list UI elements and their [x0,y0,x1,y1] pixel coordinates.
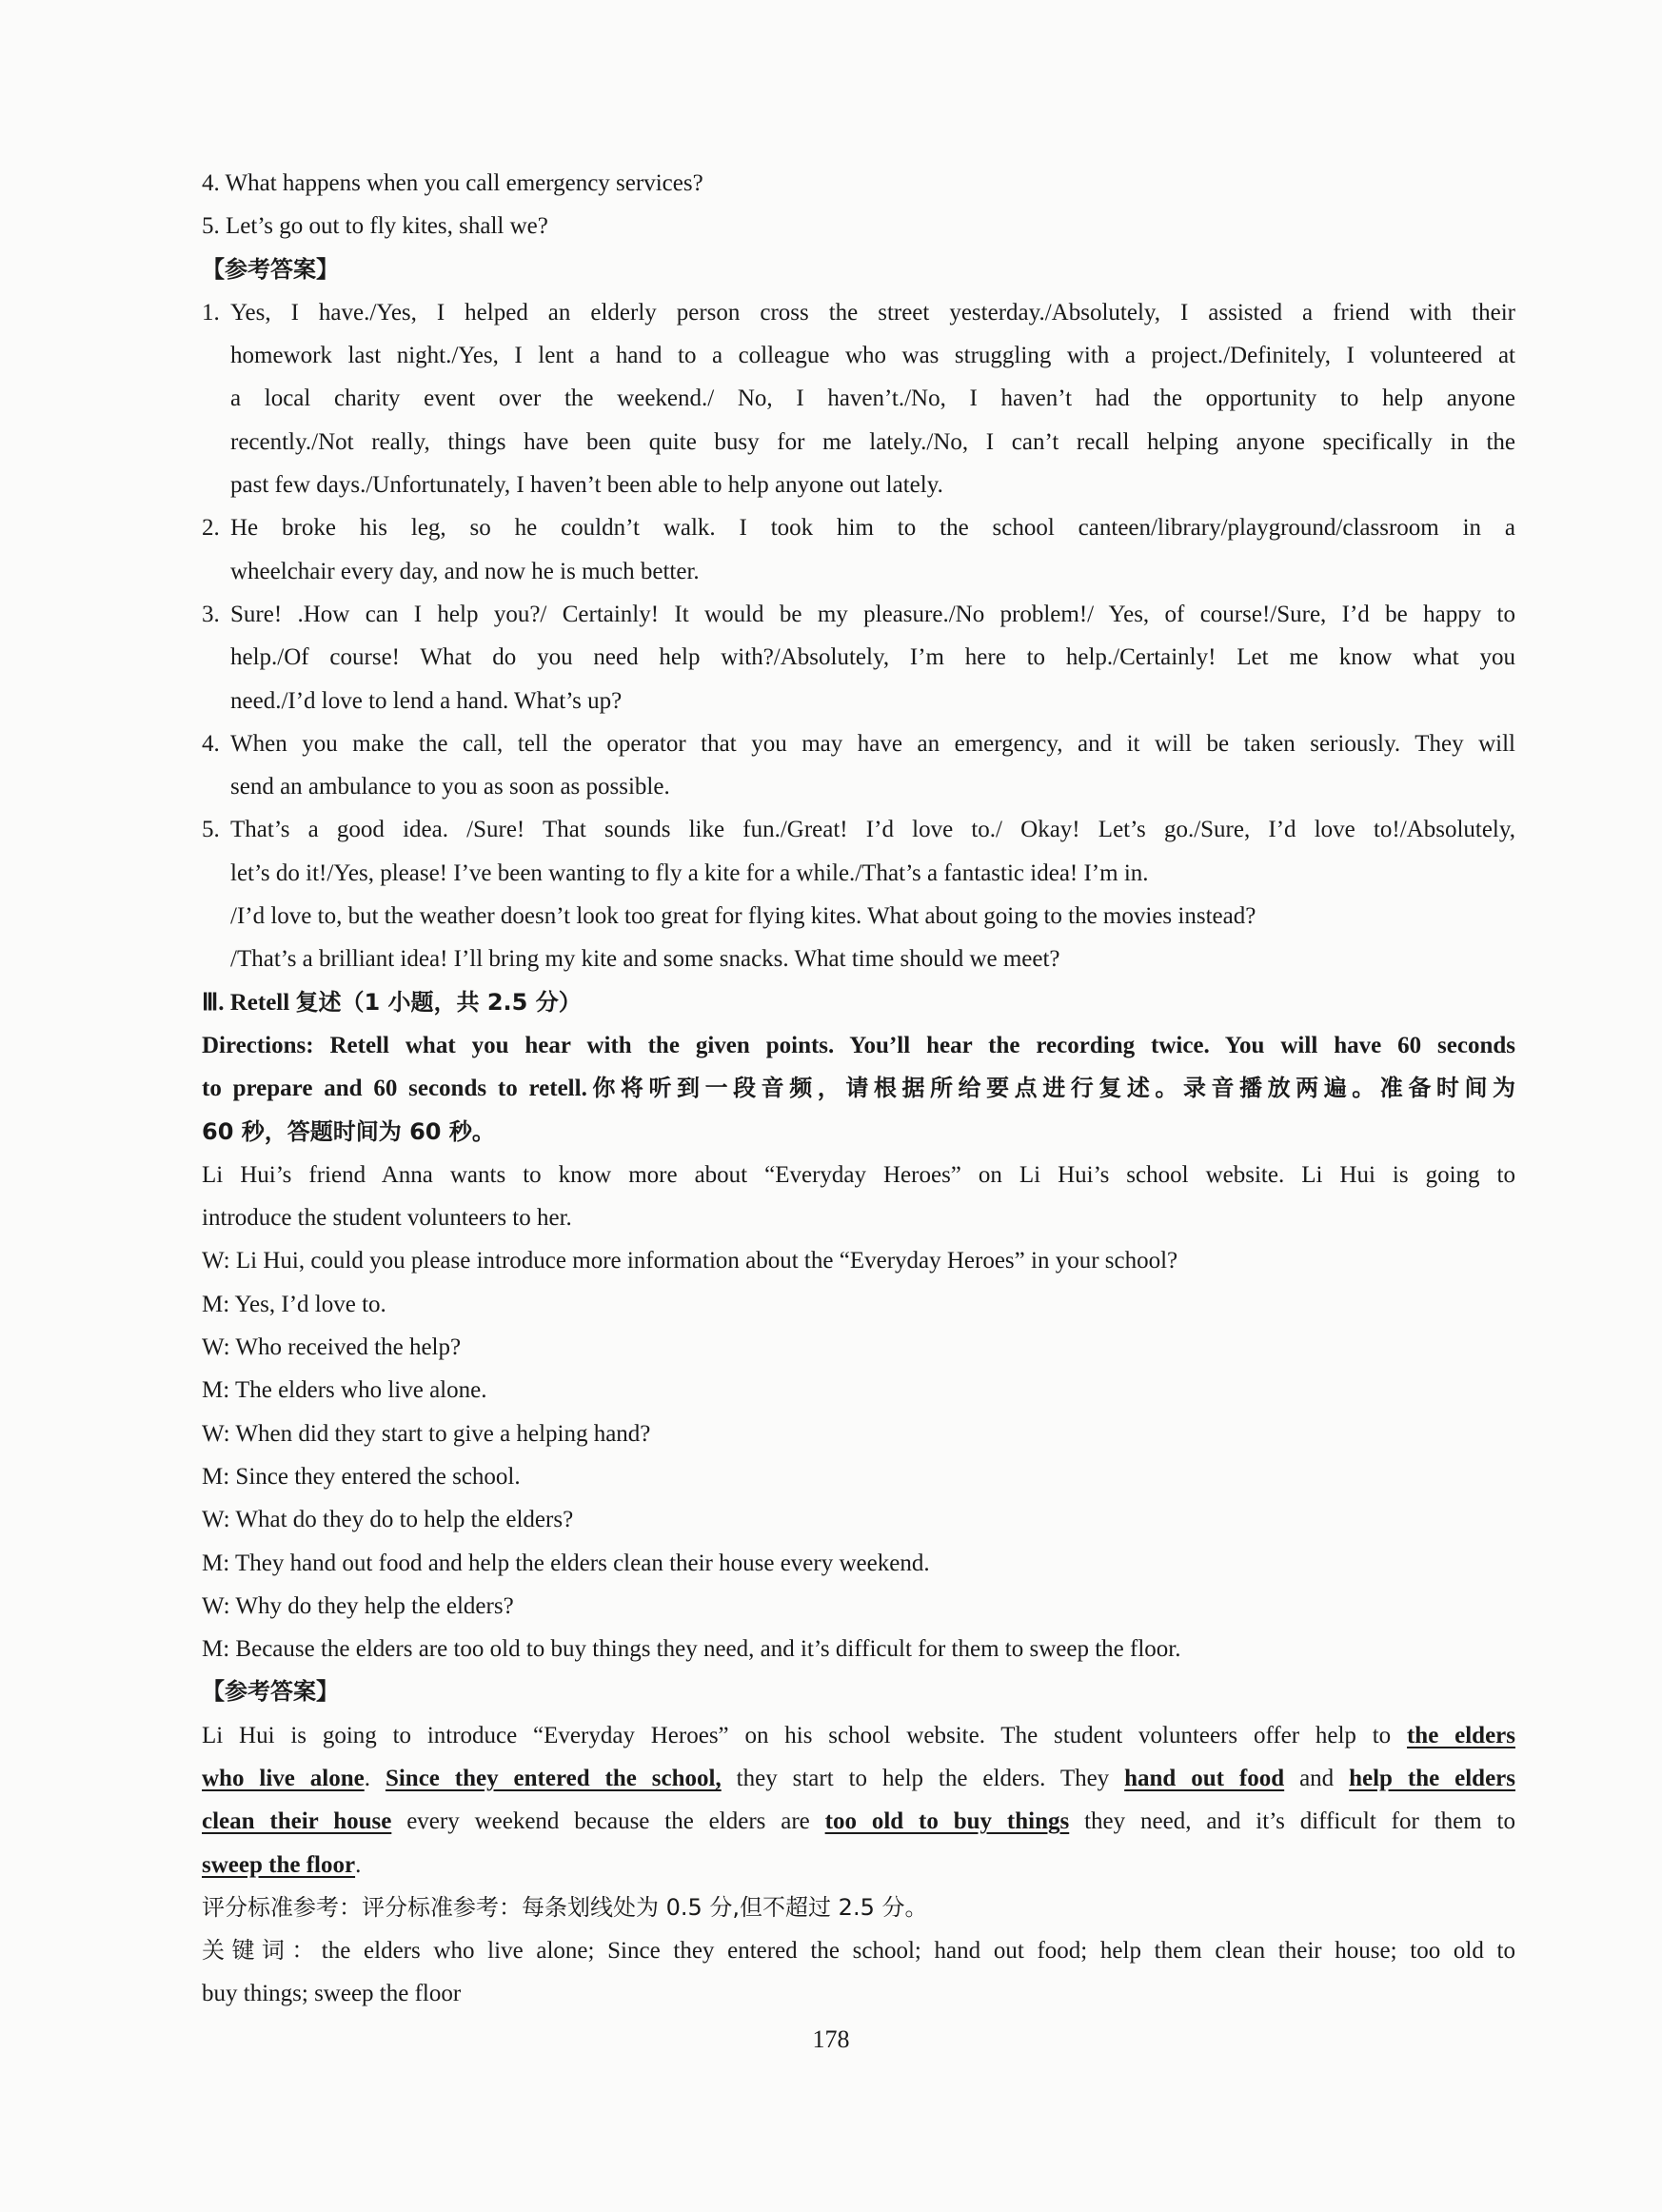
answer-text: . [355,1851,362,1878]
directions-cn: 你将听到一段音频，请根据所给要点进行复述。录音播放两遍。准备时间为 [586,1075,1516,1102]
dialogue-line: W: Li Hui, could you please introduce more information about the “Everyday Heroes” in your school? [202,1248,1178,1274]
dialogue-line: W: Why do they help the elders? [202,1592,514,1619]
answer-number: 5. [202,817,220,843]
answer-text: they start to help the elders. They [721,1765,1125,1791]
answer-text: Li Hui is going to introduce “Everyday Heroes” on his school website. The student volunteers offer help to [202,1722,1407,1748]
answer-line: /I’d love to, but the weather doesn’t look too great for flying kites. What about going to the movies instead? [230,903,1256,930]
answer-line: homework last night./Yes, I lent a hand to a colleague who was struggling with a project./Definitely, I volunteered at [230,343,1515,369]
intro-line-2: introduce the student volunteers to her. [202,1205,572,1232]
answer-text: they need, and it’s difficult for them to [1069,1808,1515,1835]
dialogue-line: W: When did they start to give a helping hand? [202,1420,651,1447]
model-answer-line-3 [202,1800,1515,1843]
page-content [202,162,1515,2016]
section-title-cn: 复述（1 小题，共 2.5 分） [295,988,582,1016]
page-number: 178 [812,2025,850,2053]
answer-line: help./Of course! What do you need help with?/Absolutely, I’m here to help./Certainly! Let me know what you [230,644,1515,671]
scoring-text: 评分标准参考：评分标准参考：每条划线处为 0.5 分,但不超过 2.5 分。 [202,1893,928,1921]
answer-item-4 [202,722,1515,809]
keywords-line-1 [202,1929,1515,1972]
dialogue-line: M: The elders who live alone. [202,1377,487,1404]
model-answer-line-1 [202,1714,1515,1757]
answer-line: send an ambulance to you as soon as possible. [230,774,670,800]
keyword-underline: hand out food [1124,1765,1285,1791]
scoring-criteria [202,1886,1515,1929]
directions-en: to prepare and 60 seconds to retell. [202,1076,587,1102]
answer-text: every weekend because the elders are [391,1808,825,1835]
answer-number: 3. [202,601,220,627]
dialogue-line: W: What do they do to help the elders? [202,1507,574,1533]
answer-line: /That’s a brilliant idea! I’ll bring my kite and some snacks. What time should we meet? [230,946,1060,973]
answer-line: past few days./Unfortunately, I haven’t been able to help anyone out lately. [230,472,943,499]
answer-line: wheelchair every day, and now he is much better. [230,558,700,584]
answer-line: He broke his leg, so he couldn’t walk. I took him to the school canteen/library/playground/classroom in a [230,515,1515,542]
dialogue-line: M: Yes, I’d love to. [202,1291,386,1317]
section-heading [202,981,1515,1024]
dialogue-line: W: Who received the help? [202,1334,462,1361]
answer-item-2 [202,506,1515,593]
question-4: 4. What happens when you call emergency services? [202,170,703,196]
answer-heading-2: 【参考答案】 [202,1678,339,1706]
answer-number: 2. [202,515,220,542]
answer-line: let’s do it!/Yes, please! I’ve been wanting to fly a kite for a while./That’s a fantastic idea! I’m in. [230,859,1149,886]
directions-line-1: Directions: Retell what you hear with the given points. You’ll hear the recording twice. You will have 60 seconds [202,1032,1515,1058]
directions-line-3: 60 秒，答题时间为 60 秒。 [202,1117,495,1145]
keywords-line-2: buy things; sweep the floor [202,1981,462,2007]
answer-text: . [364,1765,386,1791]
model-answer-line-2 [202,1757,1515,1800]
answer-line: recently./Not really, things have been quite busy for me lately./No, I can’t recall helping anyone specifically in the [230,428,1515,455]
keyword-underline: help the elders [1349,1765,1516,1791]
keywords-text: the elders who live alone; Since they entered the school; hand out food; help them clean their house; too old to [321,1938,1516,1965]
answer-line: a local charity event over the weekend./ No, I haven’t./No, I haven’t had the opportunity to help anyone [230,385,1515,412]
keyword-underline: who live alone [202,1765,365,1791]
keyword-underline: the elders [1406,1722,1515,1748]
answer-number: 4. [202,730,220,757]
answer-heading: 【参考答案】 [202,255,339,283]
question-5: 5. Let’s go out to fly kites, shall we? [202,213,548,240]
keyword-underline: Since they entered the school, [385,1765,722,1791]
keyword-underline: too old to buy things [824,1808,1070,1835]
section-roman: Ⅲ. Retell [202,989,290,1016]
keyword-underline: sweep the floor [202,1851,356,1878]
directions-line-2 [202,1067,1515,1110]
model-answer-line-4 [202,1844,1515,1886]
keywords-label: 关键词： [202,1937,322,1965]
answer-line: That’s a good idea. /Sure! That sounds like fun./Great! I’d love to./ Okay! Let’s go./Sure, I’d love to!/Absolutely, [230,817,1515,843]
answer-number: 1. [202,299,220,326]
answer-text: and [1284,1765,1350,1791]
answer-line: Yes, I have./Yes, I helped an elderly person cross the street yesterday./Absolutely, I assisted a friend with their [230,299,1515,326]
intro-line-1: Li Hui’s friend Anna wants to know more about “Everyday Heroes” on Li Hui’s school website. Li Hui is going to [202,1161,1515,1188]
answer-item-3 [202,593,1515,722]
answer-line: need./I’d love to lend a hand. What’s up? [230,687,623,714]
answer-item-1 [202,291,1515,506]
answer-line: Sure! .How can I help you?/ Certainly! It would be my pleasure./No problem!/ Yes, of course!/Sure, I’d be happy to [230,601,1515,627]
answer-line: When you make the call, tell the operator that you may have an emergency, and it will be taken seriously. They will [230,730,1515,757]
dialogue-line: M: Since they entered the school. [202,1463,521,1490]
dialogue-line: M: They hand out food and help the elders clean their house every weekend. [202,1550,930,1576]
dialogue-line: M: Because the elders are too old to buy things they need, and it’s difficult for them to sweep the floor. [202,1636,1181,1663]
keyword-underline: clean their house [202,1808,392,1835]
answer-item-5 [202,808,1515,980]
